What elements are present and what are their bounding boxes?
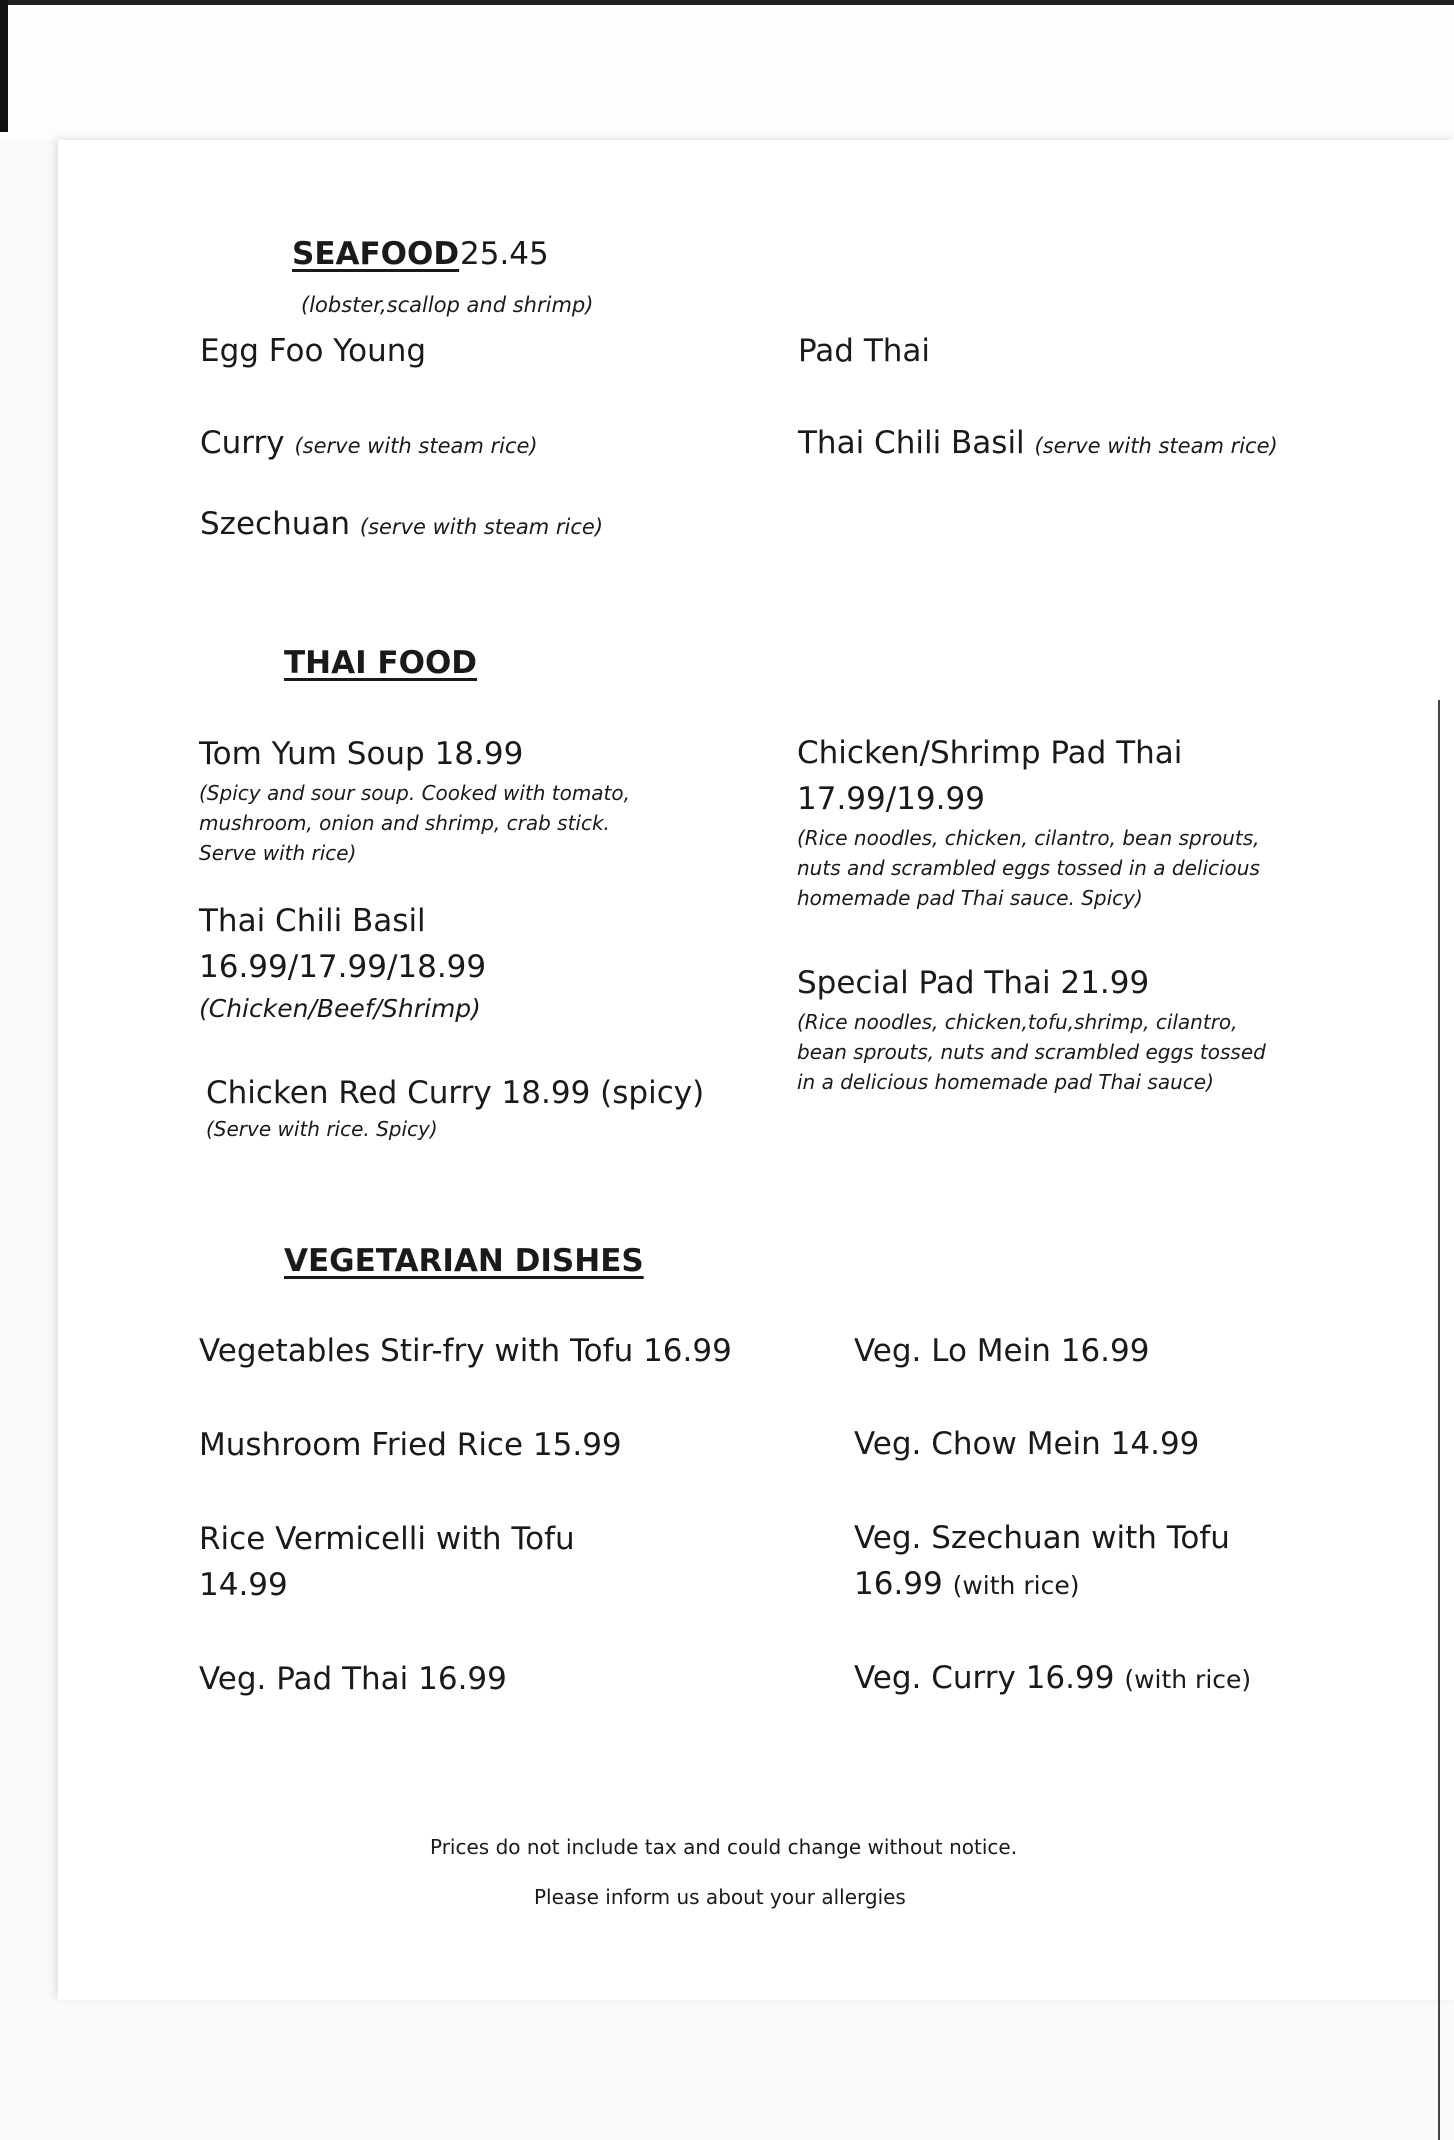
seafood-note: (lobster,scallop and shrimp) bbox=[301, 293, 594, 317]
seafood-item-szechuan: Szechuan (serve with steam rice) bbox=[200, 506, 604, 542]
veg-item: Veg. Curry 16.99 (with rice) bbox=[854, 1660, 1252, 1696]
thai-item-title: Chicken Red Curry 18.99 (spicy) bbox=[206, 1075, 705, 1111]
thai-item-desc: (Rice noodles, chicken, cilantro, bean sprouts, nuts and scrambled eggs tossed in a delicious homemade pad Thai sauce. Spicy) bbox=[797, 826, 1260, 910]
thai-item-title: Special Pad Thai 21.99 bbox=[797, 965, 1150, 1001]
veg-item: Veg. Chow Mein 14.99 bbox=[854, 1426, 1200, 1462]
veg-item: Mushroom Fried Rice 15.99 bbox=[199, 1427, 622, 1463]
veg-item: Veg. Szechuan with Tofu bbox=[854, 1520, 1230, 1556]
seafood-heading: SEAFOOD bbox=[292, 236, 460, 272]
seafood-price: 25.45 bbox=[460, 236, 549, 272]
scan-edge-shadow bbox=[0, 0, 8, 132]
veg-item: Vegetables Stir-fry with Tofu 16.99 bbox=[199, 1333, 732, 1369]
menu-page bbox=[58, 140, 1454, 2000]
footer-price-notice: Prices do not include tax and could change without notice. bbox=[430, 1835, 1018, 1859]
thai-item-title: Tom Yum Soup 18.99 bbox=[199, 736, 524, 772]
veg-item: Veg. Lo Mein 16.99 bbox=[854, 1333, 1150, 1369]
thai-item-title: Thai Chili Basil bbox=[199, 903, 426, 939]
thai-item-desc: (Rice noodles, chicken,tofu,shrimp, cilantro, bean sprouts, nuts and scrambled eggs tossed in a delicious homemade pad Thai sauce) bbox=[797, 1010, 1266, 1094]
thai-item-title: Chicken/Shrimp Pad Thai bbox=[797, 735, 1183, 771]
thai-item-desc: (Chicken/Beef/Shrimp) bbox=[199, 994, 481, 1023]
seafood-item-pad-thai: Pad Thai bbox=[798, 333, 931, 369]
scan-edge-line bbox=[0, 0, 1454, 5]
veg-item-price: 16.99 (with rice) bbox=[854, 1566, 1080, 1602]
page-edge-line bbox=[1438, 700, 1440, 2140]
veg-item: Veg. Pad Thai 16.99 bbox=[199, 1661, 507, 1697]
seafood-item-egg-foo-young: Egg Foo Young bbox=[200, 333, 427, 369]
vegetarian-heading: VEGETARIAN DISHES bbox=[284, 1243, 644, 1279]
veg-item-price: 14.99 bbox=[199, 1567, 288, 1603]
thai-item-desc: (Serve with rice. Spicy) bbox=[206, 1117, 438, 1141]
thai-food-heading: THAI FOOD bbox=[284, 645, 478, 681]
veg-item: Rice Vermicelli with Tofu bbox=[199, 1521, 575, 1557]
thai-item-price: 17.99/19.99 bbox=[797, 781, 985, 817]
seafood-item-curry: Curry (serve with steam rice) bbox=[200, 425, 538, 461]
thai-item-desc: (Spicy and sour soup. Cooked with tomato, mushroom, onion and shrimp, crab stick. Serve with rice) bbox=[199, 781, 630, 865]
scanner-top-margin bbox=[0, 0, 1454, 140]
footer-allergy-notice: Please inform us about your allergies bbox=[534, 1885, 906, 1909]
seafood-item-thai-chili-basil: Thai Chili Basil (serve with steam rice) bbox=[798, 425, 1278, 461]
thai-item-price: 16.99/17.99/18.99 bbox=[199, 949, 487, 985]
